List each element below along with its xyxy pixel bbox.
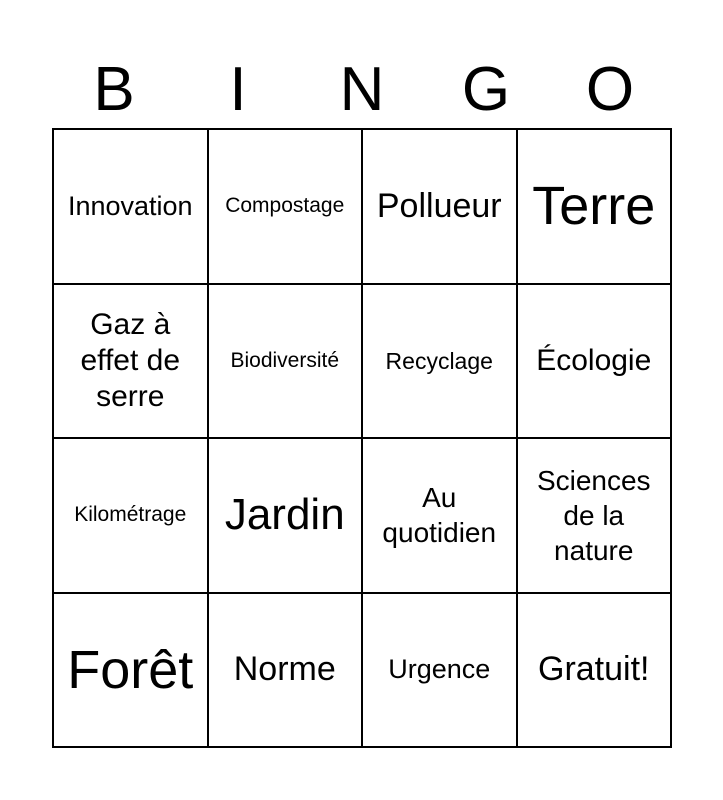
bingo-cell[interactable] [209,439,364,594]
cell-label: Norme [233,650,336,689]
bingo-cell[interactable] [363,439,518,594]
header-letter-b: B [93,55,135,124]
cell-label: Urgence [388,654,491,685]
cell-label: Kilométrage [74,503,187,527]
cell-label: Écologie [536,343,652,377]
cell-label: Sciences de la nature [536,464,651,566]
bingo-cell[interactable] [54,439,209,594]
bingo-cell[interactable] [54,285,209,440]
bingo-cell[interactable] [518,594,673,749]
bingo-cell[interactable] [363,594,518,749]
header-letter-i: I [229,55,247,124]
header-letter-o: O [585,55,635,124]
bingo-cell[interactable] [518,130,673,285]
header-letter-g: G [461,55,511,124]
bingo-cell[interactable] [209,130,364,285]
bingo-header [52,52,672,128]
header-letter-n: N [339,55,385,124]
bingo-cell[interactable] [518,439,673,594]
bingo-cell[interactable] [209,285,364,440]
bingo-cell[interactable] [363,285,518,440]
bingo-card-grid [52,128,672,748]
cell-label: Innovation [67,190,193,221]
cell-label: Forêt [67,639,194,700]
cell-label: Gaz à effet de serre [80,307,181,413]
cell-label: Compostage [225,194,345,218]
cell-label: Recyclage [385,347,493,374]
bingo-cell[interactable] [518,285,673,440]
bingo-cell[interactable] [209,594,364,749]
bingo-cell[interactable] [54,594,209,749]
cell-label: Terre [532,176,656,237]
cell-label: Gratuit! [538,650,650,689]
cell-label: Pollueur [376,186,502,225]
cell-label: Jardin [224,489,345,539]
bingo-cell[interactable] [54,130,209,285]
bingo-cell[interactable] [363,130,518,285]
cell-label: Au quotidien [382,482,497,549]
cell-label: Biodiversité [230,348,340,372]
